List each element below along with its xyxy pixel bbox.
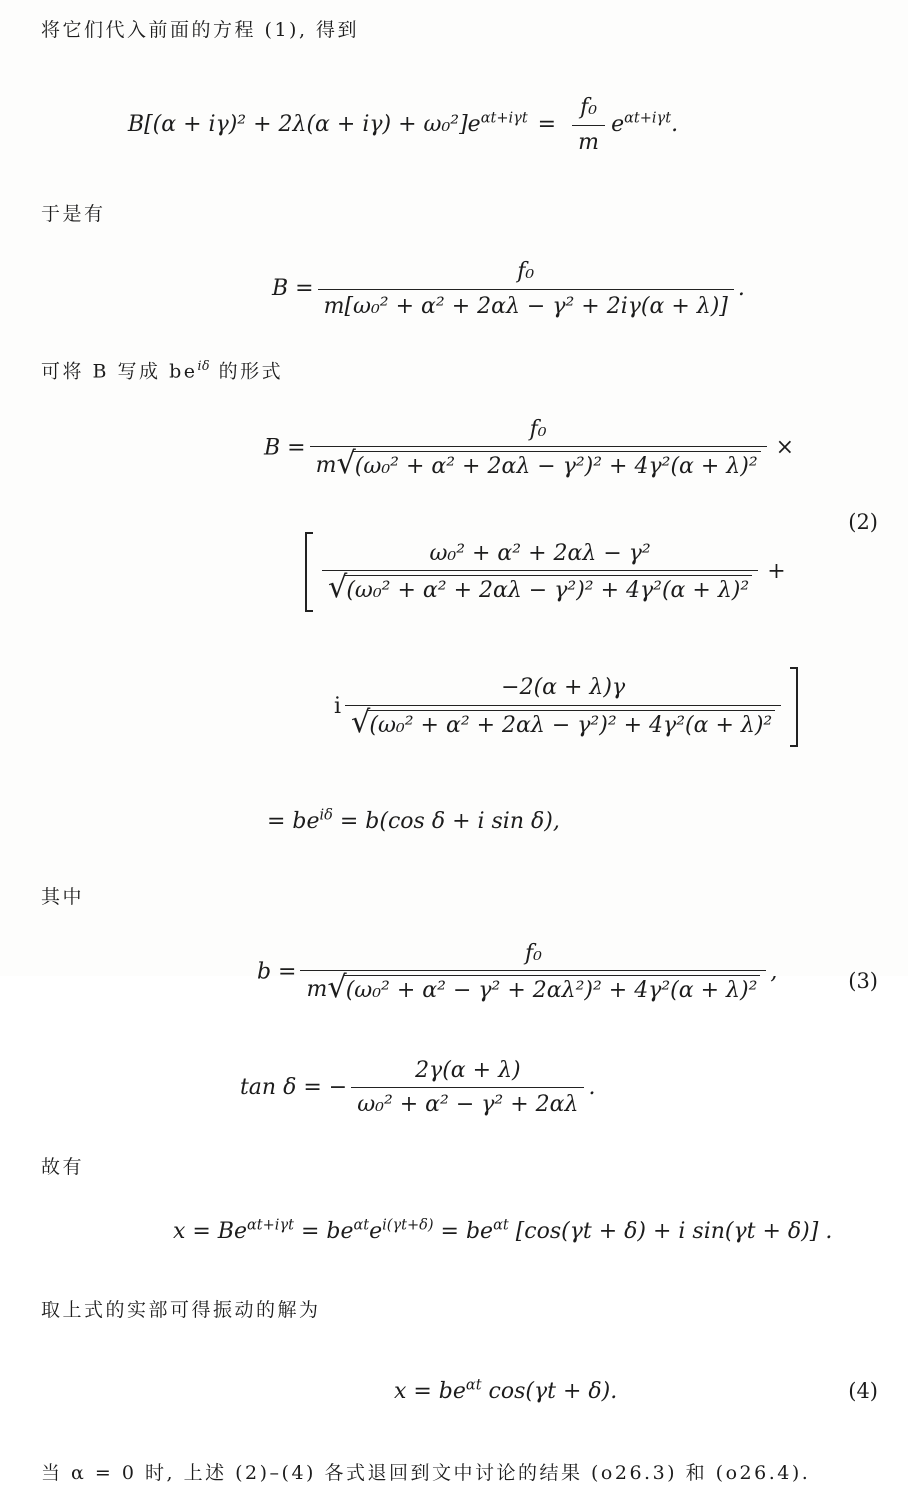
eq3-line2-period: . bbox=[588, 1074, 596, 1100]
eqx-f4: = be bbox=[433, 1219, 494, 1245]
eq1-fraction-denominator: m bbox=[572, 125, 605, 155]
eqx-f1: x = Be bbox=[172, 1219, 247, 1245]
eq2-line3-i: i bbox=[333, 693, 342, 719]
real-part-paragraph: 取上式的实部可得振动的解为 bbox=[41, 1298, 321, 1321]
equation-2-line1 bbox=[222, 392, 908, 505]
eq3-line1-sqrt bbox=[327, 969, 760, 1005]
eqx-e4: αt bbox=[493, 1217, 509, 1234]
rewrite-exponent: iδ bbox=[197, 358, 211, 374]
radical-sign: √ bbox=[336, 446, 356, 482]
eqB-period: . bbox=[737, 276, 745, 302]
eq3-line1-radicand: (ω₀² + α² − γ² + 2αλ²)² + 4γ²(α + λ)² bbox=[344, 975, 761, 1003]
eq2-line3-denominator bbox=[345, 705, 781, 738]
intro-paragraph: 将它们代入前面的方程 (1), 得到 bbox=[41, 19, 360, 41]
eq3-line1-numerator: f₀ bbox=[524, 940, 542, 966]
equation-label-4: (4) bbox=[848, 1378, 878, 1403]
eq3-line1-lhs: b = bbox=[256, 958, 297, 984]
eq2-line2-fraction bbox=[322, 541, 758, 604]
eq4-run bbox=[394, 1379, 617, 1404]
eq2-line1-lhs: B = bbox=[263, 435, 306, 461]
therefore-paragraph: 故有 bbox=[41, 1155, 85, 1178]
eq2-line4-pre: = be bbox=[266, 808, 320, 834]
thus-paragraph: 于是有 bbox=[41, 203, 106, 226]
equation-3-line1 bbox=[215, 915, 908, 1028]
equation-x-chain bbox=[145, 1193, 908, 1270]
eq2-line4-run bbox=[267, 809, 560, 834]
eq2-line3-sqrt bbox=[351, 704, 775, 740]
eq3-line2-fraction bbox=[351, 1058, 584, 1118]
eq1-equals: = bbox=[537, 112, 557, 138]
eq2-line1-denominator bbox=[310, 446, 767, 482]
eq2-line1-fraction bbox=[310, 417, 767, 480]
eq1-fraction bbox=[570, 95, 607, 155]
rewrite-text-post: 的形式 bbox=[210, 360, 284, 383]
radical-sign: √ bbox=[327, 570, 348, 606]
eq2-line2-sqrt bbox=[327, 570, 752, 606]
equation-3-line2 bbox=[198, 1032, 908, 1142]
rewrite-text-pre: 可将 B 写成 be bbox=[41, 360, 198, 383]
equation-label-2: (2) bbox=[848, 509, 878, 534]
equation-2-block bbox=[0, 392, 908, 860]
rewrite-paragraph bbox=[0, 352, 908, 385]
equation-3-block bbox=[0, 915, 908, 1142]
eq1-lhs bbox=[128, 112, 528, 137]
right-bracket bbox=[790, 667, 798, 747]
equation-2-line4 bbox=[225, 782, 908, 859]
eq2-line2-denominator bbox=[322, 570, 758, 606]
eq3-line2-denominator: ω₀² + α² − γ² + 2αλ bbox=[351, 1087, 584, 1117]
eq2-line3-numerator: −2(α + λ)γ bbox=[501, 675, 626, 701]
eq3-line1-fraction bbox=[300, 941, 766, 1004]
eq1-rhs-base: e bbox=[611, 112, 625, 138]
eq1-lhs-base: B[(α + iγ)² + 2λ(α + iγ) + ω₀²]e bbox=[127, 112, 481, 138]
eq4-exponent: αt bbox=[465, 1377, 482, 1394]
eq2-line4-exponent: iδ bbox=[319, 807, 333, 824]
eq1-lhs-exponent: αt+iγt bbox=[480, 110, 528, 127]
left-bracket bbox=[305, 532, 313, 612]
eq2-line3-radicand: (ω₀² + α² + 2αλ − γ²)² + 4γ²(α + λ)² bbox=[367, 710, 775, 738]
equation-4-block bbox=[0, 1352, 908, 1429]
eq2-line1-den-m: m bbox=[315, 453, 337, 479]
eq1-period: . bbox=[671, 112, 679, 138]
eq1-rhs bbox=[611, 112, 678, 137]
eqB-denominator: m[ω₀² + α² + 2αλ − γ² + 2iγ(α + λ)] bbox=[318, 289, 734, 319]
eq2-line2-radicand: (ω₀² + α² + 2αλ − γ²)² + 4γ²(α + λ)² bbox=[344, 575, 752, 603]
eq1-fraction-numerator: f₀ bbox=[580, 95, 598, 121]
eq2-plus-sign: + bbox=[767, 559, 786, 585]
equation-2-line2 bbox=[263, 507, 908, 638]
eq3-line2-numerator: 2γ(α + λ) bbox=[415, 1057, 521, 1083]
eq2-line1-numerator: f₀ bbox=[529, 417, 547, 442]
eqx-e1: αt+iγt bbox=[247, 1217, 294, 1234]
eqB-numerator: f₀ bbox=[517, 259, 535, 285]
eqB-fraction bbox=[318, 259, 734, 319]
equation-4 bbox=[352, 1352, 908, 1429]
eq2-line2-numerator: ω₀² + α² + 2αλ − γ² bbox=[429, 540, 651, 566]
eqx-f2: = be bbox=[293, 1219, 354, 1245]
eq4-pre: x = be bbox=[393, 1378, 466, 1404]
eq2-line1-radicand: (ω₀² + α² + 2αλ − γ²)² + 4γ²(α + λ)² bbox=[353, 451, 761, 479]
eqx-e2: αt bbox=[353, 1217, 370, 1234]
eq2-line3-fraction bbox=[345, 675, 781, 738]
radical-sign: √ bbox=[327, 969, 347, 1005]
eq2-line1-sqrt bbox=[336, 446, 760, 482]
eq3-line1-comma: , bbox=[770, 958, 778, 984]
eqB-lhs: B = bbox=[271, 276, 314, 302]
equation-label-3: (3) bbox=[848, 969, 878, 994]
eq3-line2-lhs: tan δ = − bbox=[239, 1074, 348, 1100]
eqx-f5: [cos(γt + δ) + i sin(γt + δ)] . bbox=[508, 1219, 833, 1245]
eq1-rhs-exponent: αt+iγt bbox=[624, 110, 672, 127]
eq3-line1-denominator bbox=[300, 970, 766, 1003]
eq4-post: cos(γt + δ). bbox=[481, 1378, 618, 1404]
eq2-times-sign: × bbox=[775, 435, 795, 461]
eqx-run bbox=[173, 1219, 832, 1244]
eqx-e3: i(γt+δ) bbox=[382, 1217, 434, 1234]
radical-sign: √ bbox=[351, 704, 371, 740]
eq3-line1-den-m: m bbox=[306, 976, 328, 1002]
eq2-line4-post: = b(cos δ + i sin δ), bbox=[332, 808, 560, 834]
equation-B bbox=[244, 234, 908, 344]
equation-2-line3 bbox=[292, 641, 908, 772]
where-paragraph: 其中 bbox=[41, 886, 85, 909]
conclusion-paragraph: 当 α = 0 时, 上述 (2)–(4) 各式退回到文中讨论的结果 (o26.3) 和 (o26.4). bbox=[41, 1462, 811, 1485]
eqx-f3: e bbox=[369, 1219, 383, 1245]
equation-substitution bbox=[0, 70, 908, 180]
